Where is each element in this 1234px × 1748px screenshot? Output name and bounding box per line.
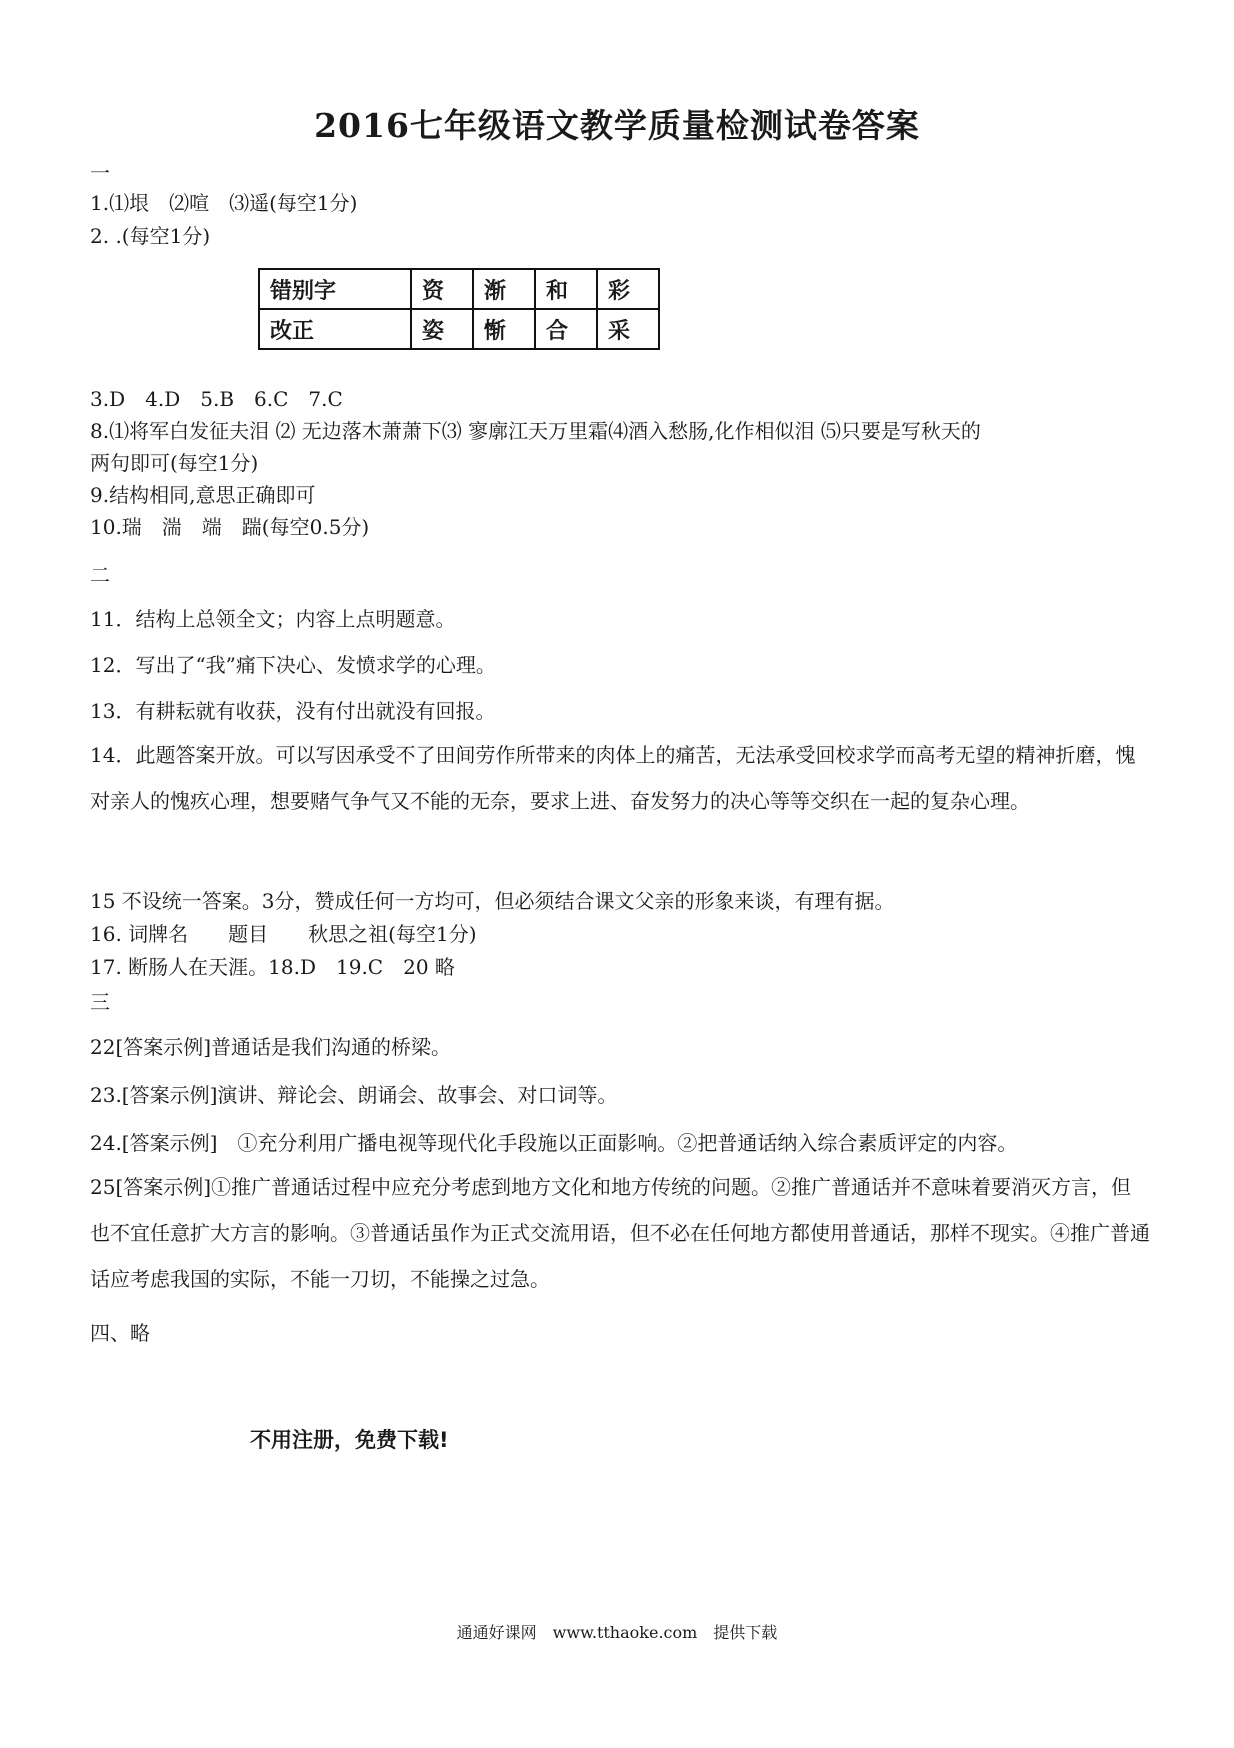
answer-q23: 23.[答案示例]演讲、辩论会、朗诵会、故事会、对口词等。 bbox=[90, 1083, 618, 1107]
answer-q16: 16. 词牌名 题目 秋思之祖(每空1分) bbox=[90, 922, 477, 946]
section-2-heading: 二 bbox=[90, 563, 110, 587]
section-1-heading: 一 bbox=[90, 161, 110, 185]
answer-q11: 11．结构上总领全文；内容上点明题意。 bbox=[90, 607, 456, 631]
section-4-heading: 四、略 bbox=[90, 1321, 150, 1345]
answer-q9: 9.结构相同,意思正确即可 bbox=[90, 483, 316, 507]
promo-text: 不用注册，免费下载! bbox=[250, 1428, 449, 1452]
section-3-heading: 三 bbox=[90, 990, 110, 1014]
table-cell: 姿 bbox=[411, 309, 473, 349]
answer-q25: 25[答案示例]①推广普通话过程中应充分考虑到地方文化和地方传统的问题。②推广普通话并不意味着要消灭方言，但也不宜任意扩大方言的影响。③普通话虽作为正式交流用语，但不必在任何地方都使用普通话，那样不现实。④推广普通话应考虑我国的实际，不能一刀切，不能操之过急。 bbox=[90, 1175, 1150, 1291]
answer-q17: 17. 断肠人在天涯。18.D 19.C 20 略 bbox=[90, 955, 455, 979]
answer-q22: 22[答案示例]普通话是我们沟通的桥梁。 bbox=[90, 1035, 452, 1059]
answer-q8-line2: 两句即可(每空1分) bbox=[90, 451, 259, 475]
table-cell: 合 bbox=[535, 309, 597, 349]
table-cell: 错别字 bbox=[259, 269, 411, 309]
answer-q8-line1: 8.⑴将军白发征夫泪 ⑵ 无边落木萧萧下⑶ 寥廓江天万里霜⑷酒入愁肠,化作相似泪 ⑸只要是写秋天的 bbox=[90, 419, 981, 443]
answer-q12: 12．写出了“我”痛下决心、发愤求学的心理。 bbox=[90, 653, 496, 677]
table-cell: 资 bbox=[411, 269, 473, 309]
table-row bbox=[259, 269, 659, 309]
answer-q15: 15 不设统一答案。3分，赞成任何一方均可，但必须结合课文父亲的形象来谈，有理有据。 bbox=[90, 889, 895, 913]
page-title: 2016七年级语文教学质量检测试卷答案 bbox=[314, 106, 920, 145]
answer-q13: 13．有耕耘就有收获，没有付出就没有回报。 bbox=[90, 699, 496, 723]
answer-q2: 2. .(每空1分) bbox=[90, 224, 211, 248]
table-cell: 彩 bbox=[597, 269, 659, 309]
table-row bbox=[259, 309, 659, 349]
answer-q1: 1.⑴垠 ⑵喧 ⑶遥(每空1分) bbox=[90, 191, 358, 215]
typo-correction-table bbox=[258, 268, 660, 350]
table-cell: 和 bbox=[535, 269, 597, 309]
answer-q3-7: 3.D 4.D 5.B 6.C 7.C bbox=[90, 387, 343, 411]
table-cell: 惭 bbox=[473, 309, 535, 349]
table-cell: 改正 bbox=[259, 309, 411, 349]
table-cell: 渐 bbox=[473, 269, 535, 309]
answer-q14: 14．此题答案开放。可以写因承受不了田间劳作所带来的肉体上的痛苦，无法承受回校求学而高考无望的精神折磨，愧对亲人的愧疚心理，想要赌气争气又不能的无奈，要求上进、奋发努力的决心等等交织在一起的复杂心理。 bbox=[90, 743, 1136, 813]
page-footer: 通通好课网 www.tthaoke.com 提供下载 bbox=[456, 1623, 778, 1642]
table-cell: 采 bbox=[597, 309, 659, 349]
answer-q10: 10.瑞 湍 端 踹(每空0.5分) bbox=[90, 515, 370, 539]
answer-q24: 24.[答案示例] ①充分利用广播电视等现代化手段施以正面影响。②把普通话纳入综合素质评定的内容。 bbox=[90, 1131, 1018, 1155]
